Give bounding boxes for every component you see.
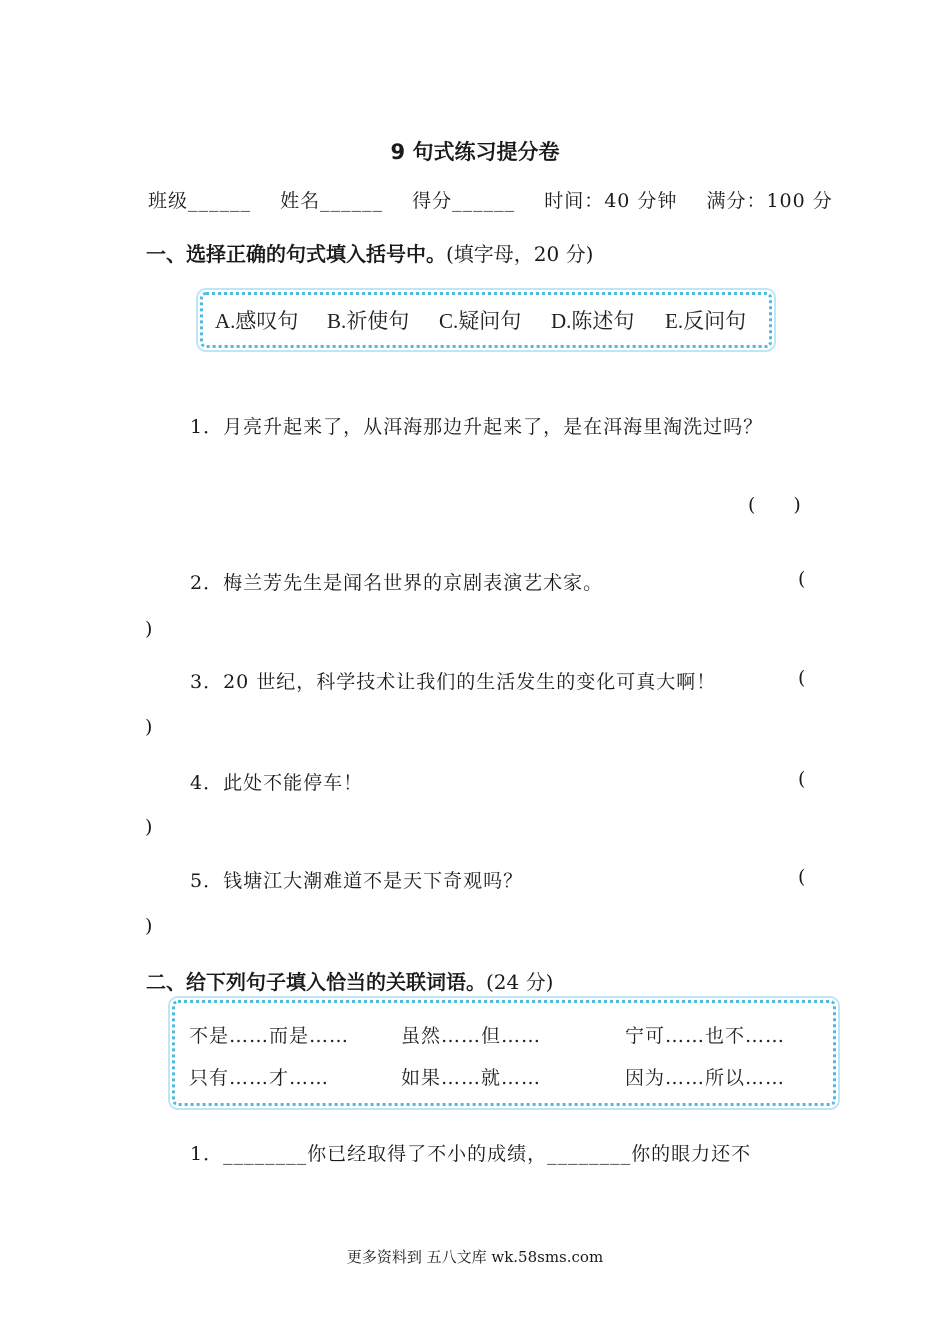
score-field: 得分______ (412, 190, 516, 212)
conjunction-word: 如果……就…… (401, 1067, 542, 1089)
student-info-line (148, 186, 855, 213)
class-field: 班级______ (148, 190, 252, 212)
name-field: 姓名______ (280, 190, 384, 212)
footer-source: 更多资料到 五八文库 wk.58sms.com (346, 1248, 604, 1266)
question-4-paren-open: ( (798, 768, 806, 790)
question-1-answer-blank: ( ) (748, 494, 801, 516)
question-4-paren-close: ) (145, 816, 153, 838)
section1-title: 一、选择正确的句式填入括号中。 (146, 242, 446, 266)
section2-title: 二、给下列句子填入恰当的关联词语。 (146, 970, 486, 994)
question-2-paren-close: ) (145, 618, 153, 640)
section1-note: (填字母，20 分) (446, 242, 594, 266)
option-e: E.反问句 (665, 309, 747, 333)
option-d: D.陈述句 (551, 309, 635, 333)
question-3-paren-open: ( (798, 667, 806, 689)
conjunction-word: 只有……才…… (189, 1067, 330, 1089)
question-4-text: 4．此处不能停车！ (190, 772, 364, 794)
page-title: 9 句式练习提分卷 (390, 140, 560, 164)
full-score: 满分：100 分 (706, 190, 833, 212)
conjunction-word: 虽然……但…… (401, 1025, 542, 1047)
question-5-paren-open: ( (798, 866, 806, 888)
conjunctions-box (172, 1000, 836, 1106)
question-2-text: 2．梅兰芳先生是闻名世界的京剧表演艺术家。 (190, 572, 604, 594)
conjunction-word: 不是……而是…… (189, 1025, 350, 1047)
question-1-text: 1．月亮升起来了，从洱海那边升起来了，是在洱海里淘洗过吗？ (190, 416, 764, 438)
conjunction-word: 因为……所以…… (625, 1067, 786, 1089)
options-box (200, 292, 772, 348)
option-c: C.疑问句 (439, 309, 522, 333)
question-3-paren-close: ) (145, 716, 153, 738)
question-5-paren-close: ) (145, 915, 153, 937)
question-3-text: 3．20 世纪，科学技术让我们的生活发生的变化可真大啊！ (190, 671, 717, 693)
section2-note: (24 分) (486, 970, 554, 994)
section1-heading (146, 238, 593, 267)
question-5-text: 5．钱塘江大潮难道不是天下奇观吗？ (190, 870, 524, 892)
question-2-paren-open: ( (798, 568, 806, 590)
section2-heading (146, 966, 553, 995)
time-limit: 时间：40 分钟 (544, 190, 678, 212)
option-a: A.感叹句 (215, 309, 299, 333)
conjunction-word: 宁可……也不…… (625, 1025, 786, 1047)
option-b: B.祈使句 (327, 309, 410, 333)
section2-question-1: 1．________你已经取得了不小的成绩，________你的眼力还不 (190, 1143, 752, 1165)
